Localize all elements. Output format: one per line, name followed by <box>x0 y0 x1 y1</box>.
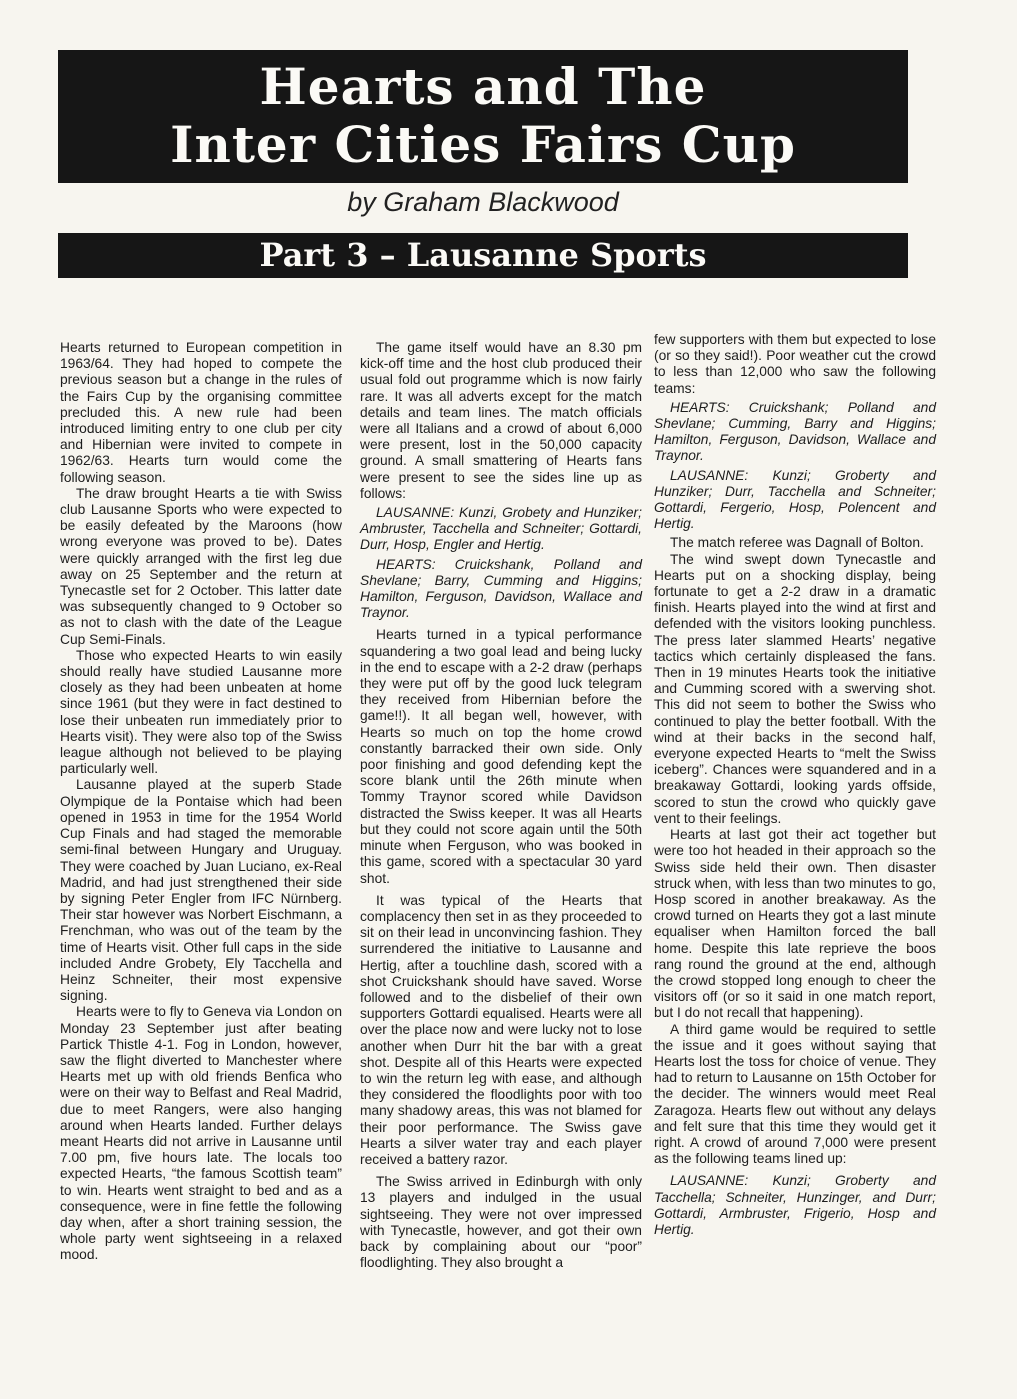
paragraph: A third game would be required to settle the issue and it goes without saying that Hearts lost the toss for choice of venue. They had to return to Lausanne on 15th October for the decider. The winners would meet Real Zaragoza. Hearts flew out without any delays and felt sure that this time they would get it right. A crowd of around 7,000 were present as the following teams lined up: <box>654 1021 936 1167</box>
paragraph: The match referee was Dagnall of Bolton. <box>670 535 924 551</box>
part-title-banner: Part 3 – Lausanne Sports <box>58 233 908 278</box>
paragraph: The game itself would have an 8.30 pm kick-off time and the host club produced their usual fold out programme which is now fairly rare. It was all adverts except for the match details and team lines. The match officials were all Italians and a crowd of about 6,000 were present, lost in the 50,000 capacity ground. A small smattering of Hearts fans were present to see the sides line up as follows: <box>360 340 642 501</box>
paragraph: It was typical of the Hearts that complacency then set in as they proceeded to sit on their lead in unconvincing fashion. They surrendered the initiative to Lausanne and Hertig, after a touchline dash, scored with a shot Cruickshank should have saved. Worse followed and to the disbelief of their own supporters Gottardi equalised. Hearts were all over the place now and were lucky not to lose another when Durr hit the bar with a great shot. Despite all of this Hearts were expected to win the return leg with ease, and although they considered the floodlights poor with too many shadowy areas, this was not blamed for their poor performance. The Swiss gave Hearts a silver water tray and each player received a battery razor. <box>360 892 642 1167</box>
team-lineup: HEARTS: Cruickshank; Polland and Shevlane; Cumming, Barry and Higgins; Hamilton, Ferguson, Davidson, Wallace and Traynor. <box>654 399 936 464</box>
title-line-2: Inter Cities Fairs Cup <box>170 115 796 174</box>
byline: by Graham Blackwood <box>347 187 619 217</box>
paragraph: The wind swept down Tynecastle and Hearts put on a shocking display, being fortunate to get a 2-2 draw in a dramatic finish. Hearts played into the wind at first and defended with the visitors looking punchless. The press later slammed Hearts’ negative tactics which certainly displeased the fans. Then in 19 minutes Hearts took the initiative and Cumming scored with a swerving shot. This did not seem to bother the Swiss who continued to play the better football. With the wind at their backs in the second half, everyone expected Hearts to “melt the Swiss iceberg”. Chances were squandered and in a breakaway Gottardi, looking yards offside, scored to stun the crowd who quickly gave vent to their feelings. <box>654 551 936 826</box>
title-banner <box>58 50 908 183</box>
column-1 <box>60 340 342 1264</box>
paragraph: few supporters with them but expected to lose (or so they said!). Poor weather cut the crowd to less than 12,000 who saw the following teams: <box>654 332 936 396</box>
paragraph: The Swiss arrived in Edinburgh with only 13 players and indulged in the usual sightseeing. They were not over impressed with Tynecastle, however, and got their own back by complaining about our “poor” floodlighting. They also brought a <box>360 1174 642 1271</box>
team-lineup: HEARTS: Cruickshank, Polland and Shevlane; Barry, Cumming and Higgins; Hamilton, Ferguson, Davidson, Wallace and Traynor. <box>360 556 642 621</box>
paragraph: Lausanne played at the superb Stade Olympique de la Pontaise which had been opened in 1953 in time for the 1954 World Cup Finals and had staged the memorable semi-final between Hungary and Uruguay. They were coached by Juan Luciano, ex-Real Madrid, and had just strengthened their side by signing Peter Engler from IFC Nürnberg. Their star however was Norbert Eischmann, a Frenchman, who was out of the team by the time of Hearts visit. Other full caps in the side included Andre Grobety, Ely Tacchella and Heinz Schneiter, their most expensive signing. <box>60 777 342 1004</box>
paragraph: Those who expected Hearts to win easily should really have studied Lausanne more closely as they had been unbeaten at home since 1961 (but they were in fact destined to lose their unbeaten run immediately prior to Hearts visit). They were also top of the Swiss league although not believed to be playing particularly well. <box>60 647 342 777</box>
team-lineup: LAUSANNE: Kunzi, Grobety and Hunziker; Ambruster, Tacchella and Schneiter; Gottardi, Durr, Hosp, Engler and Hertig. <box>360 505 642 553</box>
title-line-1: Hearts and The <box>259 57 707 116</box>
column-3 <box>654 332 936 1241</box>
paragraph: Hearts were to fly to Geneva via London on Monday 23 September just after beating Partick Thistle 4-1. Fog in London, however, saw the flight diverted to Manchester where Hearts met up with old friends Benfica who were on their way to Belfast and Real Madrid, due to meet Rangers, were also hanging around when Hearts landed. Further delays meant Hearts did not arrive in Lausanne until 7.00 pm, five hours late. The locals too expected Hearts, “the famous Scottish team” to win. Hearts went straight to bed and as a consequence, were in fine fettle the following day when, after a short training session, the whole party went sightseeing in a relaxed mood. <box>60 1004 342 1263</box>
paragraph: The draw brought Hearts a tie with Swiss club Lausanne Sports who were expected to be easily defeated by the Maroons (how wrong everyone was proved to be). Dates were quickly arranged with the first leg due away on 25 September and the return at Tynecastle set for 2 October. This latter date was subsequently changed to 9 October so as not to clash with the date of the League Cup Semi-Finals. <box>60 485 342 647</box>
team-lineup: LAUSANNE: Kunzi; Groberty and Tacchella; Schneiter, Hunzinger, and Durr; Gottardi, Armbruster, Frigerio, Hosp and Hertig. <box>654 1173 936 1237</box>
paragraph: Hearts returned to European competition in 1963/64. They had hoped to compete the previous season but a change in the rules of the Fairs Cup by the organising committee precluded this. A new rule had been introduced limiting entry to one club per city and Hibernian were invited to compete in 1962/63. Hearts turn would come the following season. <box>60 340 342 485</box>
team-lineup: LAUSANNE: Kunzi; Groberty and Hunziker; Durr, Tacchella and Schneiter; Gottardi, Fergerio, Hosp, Polencent and Hertig. <box>654 467 936 532</box>
paragraph: Hearts at last got their act together but were too hot headed in their approach so the Swiss side held their own. Then disaster struck when, with less than two minutes to go, Hosp scored in another breakaway. As the crowd turned on Hearts they got a last minute equaliser when Hamilton forced the ball home. Despite this late reprieve the boos rang round the ground at the end, although the crowd stopped long enough to cheer the visitors off (or so it said in one match report, but I do not recall that happening). <box>654 827 936 1021</box>
paragraph: Hearts turned in a typical performance squandering a two goal lead and being lucky in the end to escape with a 2-2 draw (perhaps they were put off by the good luck telegram they received from Hibernian before the game!!). It all began well, however, with Hearts so much on top the home crowd constantly barracked their own side. Only poor finishing and good defending kept the score blank until the 26th minute when Tommy Traynor scored while Davidson distracted the Swiss keeper. It was all Hearts but they could not score again until the 50th minute when Ferguson, who was booked in this game, scored with a spectacular 30 yard shot. <box>360 627 642 886</box>
column-2 <box>360 340 642 1271</box>
